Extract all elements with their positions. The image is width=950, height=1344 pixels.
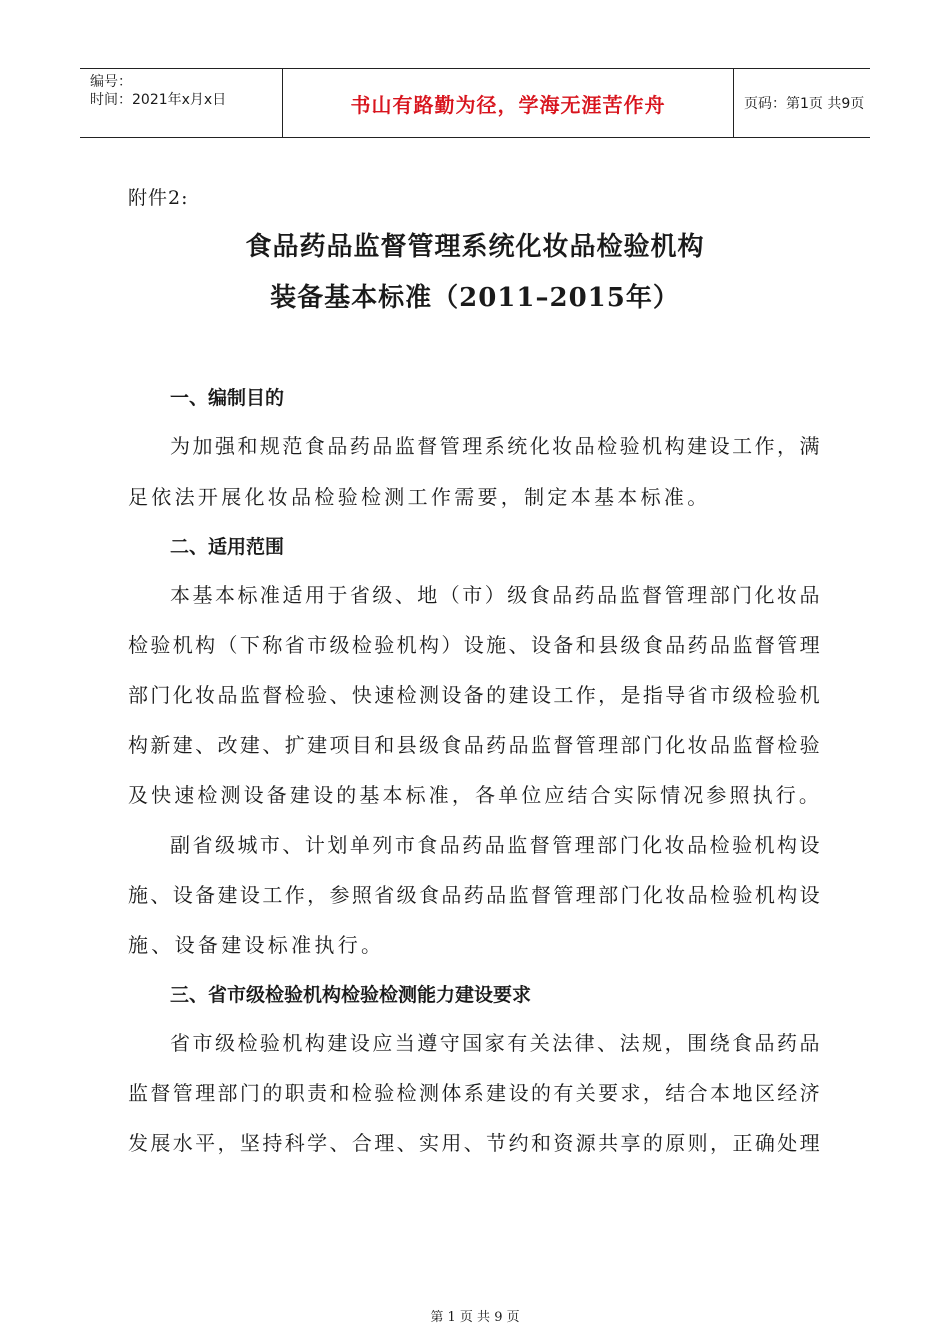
- paragraph-line: 检验机构（下称省市级检验机构）设施、设备和县级食品药品监督管理: [128, 633, 822, 657]
- section-heading-purpose: 一、编制目的: [170, 387, 285, 409]
- header-meta: [80, 69, 282, 137]
- motto: 书山有路勤为径，学海无涯苦作舟: [350, 92, 666, 117]
- page-footer: 第 1 页 共 9 页: [430, 1310, 520, 1325]
- header-page-info: 页码：第1页 共9页: [744, 96, 865, 112]
- paragraph-line: 本基本标准适用于省级、地（市）级食品药品监督管理部门化妆品: [170, 583, 822, 607]
- paragraph-line: 及快速检测设备建设的基本标准，各单位应结合实际情况参照执行。: [128, 783, 822, 807]
- document-header: [80, 68, 870, 138]
- number-label: 编号：: [90, 74, 132, 90]
- paragraph-line: 施、设备建设标准执行。: [128, 933, 385, 957]
- paragraph-line: 发展水平，坚持科学、合理、实用、节约和资源共享的原则，正确处理: [128, 1131, 822, 1155]
- document-title-line-2: 装备基本标准（2011–2015年）: [270, 283, 680, 313]
- paragraph-line: 省市级检验机构建设应当遵守国家有关法律、法规，围绕食品药品: [170, 1031, 822, 1055]
- paragraph-line: 为加强和规范食品药品监督管理系统化妆品检验机构建设工作，满: [170, 434, 822, 458]
- paragraph-line: 监督管理部门的职责和检验检测体系建设的有关要求，结合本地区经济: [128, 1081, 822, 1105]
- section-heading-scope: 二、适用范围: [170, 536, 285, 558]
- paragraph-line: 副省级城市、计划单列市食品药品监督管理部门化妆品检验机构设: [170, 833, 822, 857]
- paragraph-line: 足依法开展化妆品检验检测工作需要，制定本基本标准。: [128, 485, 711, 509]
- section-heading-capability: 三、省市级检验机构检验检测能力建设要求: [170, 984, 532, 1006]
- paragraph-line: 施、设备建设工作，参照省级食品药品监督管理部门化妆品检验机构设: [128, 883, 822, 907]
- time-label: 时间：2021年x月x日: [90, 92, 227, 108]
- paragraph-line: 部门化妆品监督检验、快速检测设备的建设工作，是指导省市级检验机: [128, 683, 822, 707]
- attachment-label: 附件2:: [128, 187, 189, 209]
- paragraph-line: 构新建、改建、扩建项目和县级食品药品监督管理部门化妆品监督检验: [128, 733, 822, 757]
- document-title-line-1: 食品药品监督管理系统化妆品检验机构: [245, 232, 705, 262]
- header-motto-cell: [282, 69, 734, 137]
